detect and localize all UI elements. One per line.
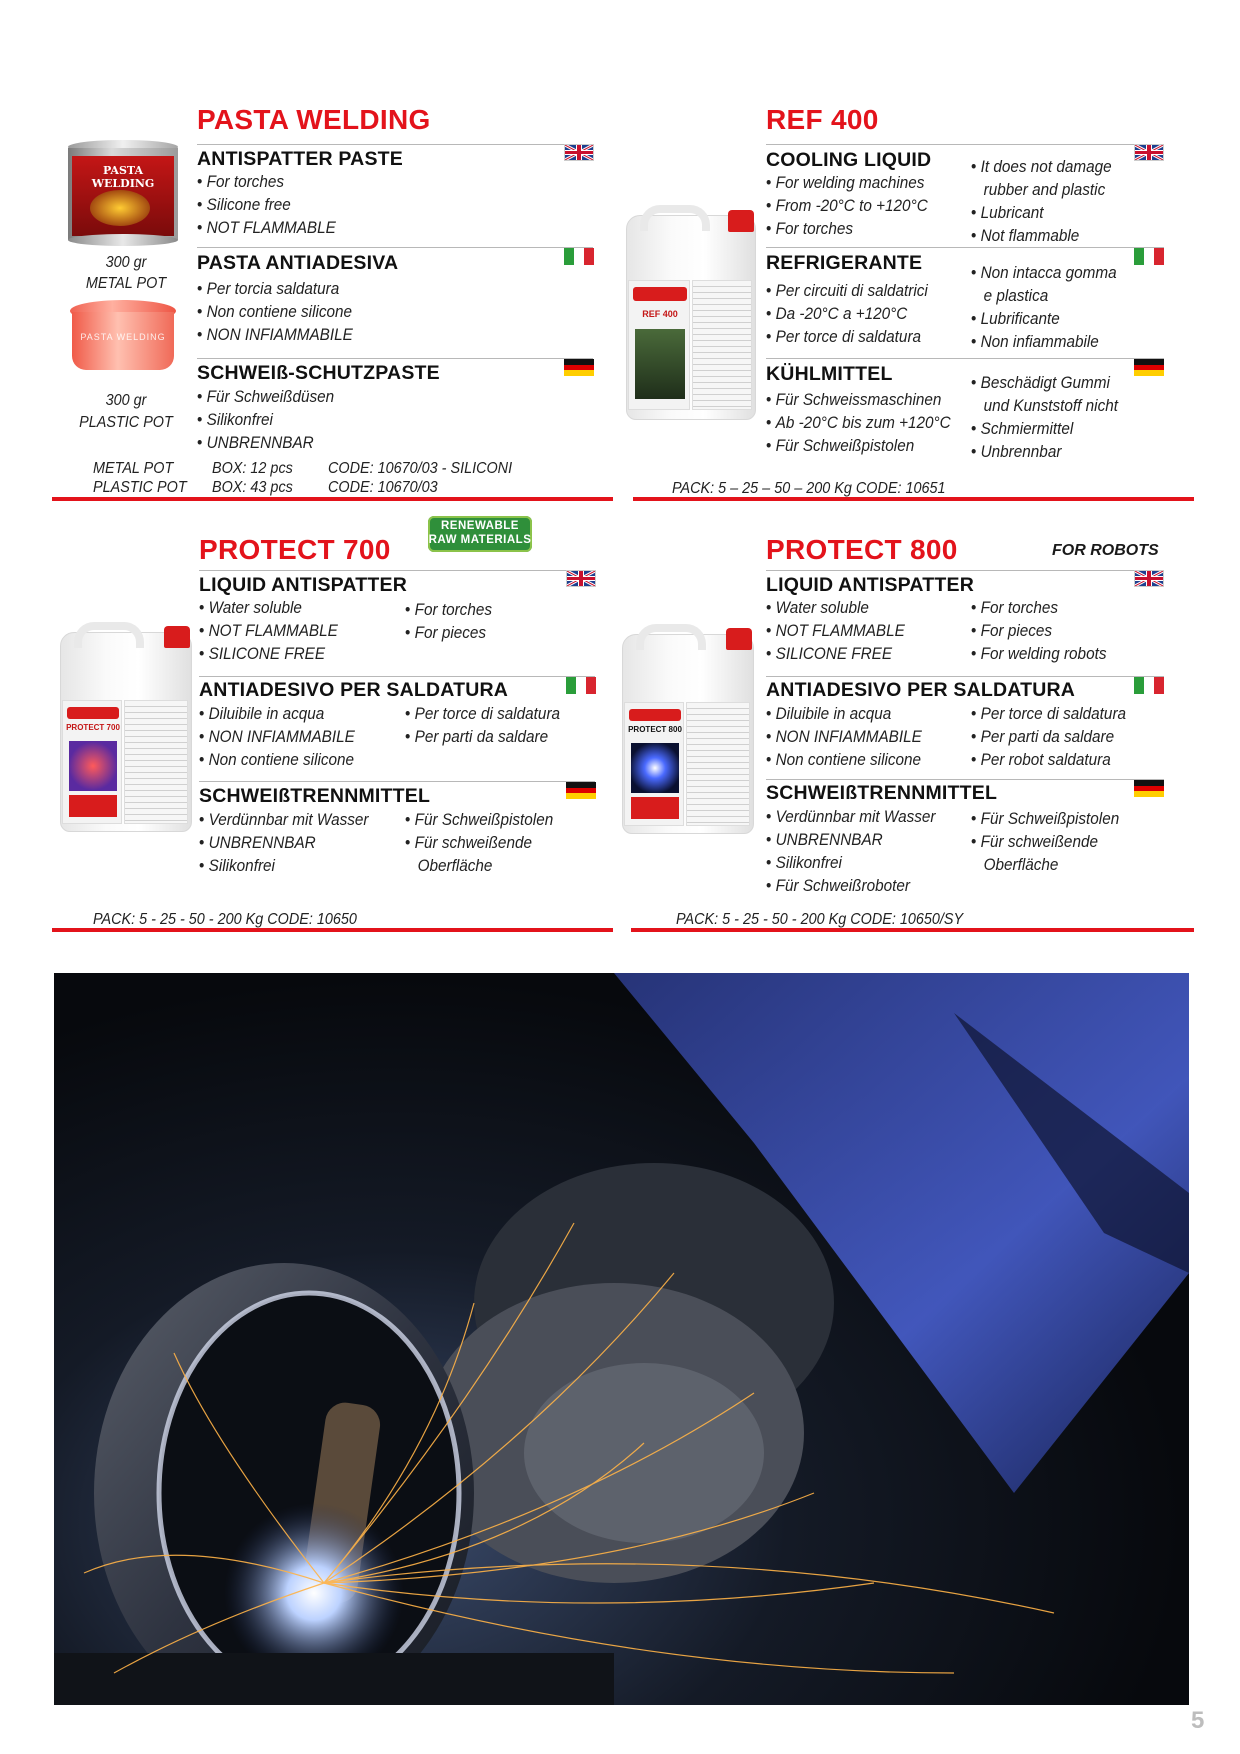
- list-item: • For welding machines: [766, 171, 928, 194]
- germany-flag-icon: [1134, 359, 1164, 376]
- metal-pot-caption: METAL POT: [85, 275, 167, 292]
- list-item: • Verdünnbar mit Wasser: [766, 805, 935, 828]
- ref400-pack-info: PACK: 5 – 25 – 50 – 200 Kg CODE: 10651: [672, 480, 946, 497]
- pasta-it-heading: PASTA ANTIADESIVA: [197, 252, 399, 274]
- pasta-de-list: [197, 385, 349, 454]
- protect800-de-right-list: [971, 807, 1136, 876]
- pasta-it-list: [197, 277, 370, 346]
- protect700-de-heading: SCHWEIßTRENNMITTEL: [199, 785, 431, 807]
- list-item: • Da -20°C a +120°C: [766, 302, 928, 325]
- list-item: • For torches: [405, 598, 492, 621]
- list-item: • Für Schweißpistolen: [971, 807, 1119, 830]
- protect700-en-right-list: [405, 598, 502, 644]
- protect800-it-heading: ANTIADESIVO PER SALDATURA: [766, 679, 1076, 701]
- list-item: • Diluibile in acqua: [766, 702, 922, 725]
- germany-flag-icon: [564, 359, 594, 376]
- germany-flag-icon: [1134, 780, 1164, 797]
- italy-flag-icon: [1134, 677, 1164, 694]
- ref400-de-heading: KÜHLMITTEL: [766, 363, 893, 385]
- list-item: rubber and plastic: [983, 180, 1106, 199]
- list-item: • Für Schweißpistolen: [766, 434, 951, 457]
- list-item: • NON INFIAMMABILE: [197, 323, 353, 346]
- protect800-pack-info: PACK: 5 - 25 - 50 - 200 Kg CODE: 10650/SY: [676, 911, 964, 928]
- list-item: • Per parti da saldare: [405, 725, 560, 748]
- renewable-badge: [428, 516, 532, 552]
- ref400-jug-label: REF 400: [642, 309, 678, 319]
- italy-flag-icon: [1134, 248, 1164, 265]
- list-item: und Kunststoff nicht: [983, 396, 1118, 415]
- list-item: • Per robot saldatura: [971, 748, 1126, 771]
- list-item: • Non contiene silicone: [197, 300, 353, 323]
- protect800-it-left-list: [766, 702, 939, 771]
- protect700-it-left-list: [199, 702, 372, 771]
- list-item: e plastica: [983, 286, 1049, 305]
- ref400-it-right-list: [971, 261, 1133, 353]
- uk-flag-icon: [566, 570, 596, 587]
- list-item: • For torches: [971, 596, 1106, 619]
- pasta-row-box: BOX: 43 pcs: [212, 479, 293, 496]
- list-item: • Für Schweißroboter: [766, 874, 935, 897]
- list-item: Oberfläche: [417, 856, 493, 875]
- tub-label-text: PASTA WELDING: [80, 332, 166, 342]
- section-divider: [633, 497, 1194, 501]
- list-item: • Für schweißende: [405, 831, 553, 854]
- list-item: • NON INFIAMMABILE: [199, 725, 355, 748]
- ref400-en-list: [766, 171, 946, 240]
- pasta-de-heading: SCHWEIß-SCHUTZPASTE: [197, 362, 440, 384]
- list-item: • Non intacca gomma: [971, 261, 1117, 284]
- list-item: • Non infiammabile: [971, 330, 1117, 353]
- uk-flag-icon: [1134, 570, 1164, 587]
- list-item: • For welding robots: [971, 642, 1106, 665]
- list-item: • NOT FLAMMABLE: [197, 216, 336, 239]
- plastic-pot-caption: PLASTIC POT: [79, 414, 173, 431]
- list-item: • Für Schweißdüsen: [197, 385, 334, 408]
- list-item: • Für Schweissmaschinen: [766, 388, 951, 411]
- list-item: • Beschädigt Gummi: [971, 371, 1118, 394]
- list-item: • Silikonfrei: [766, 851, 935, 874]
- badge-line: RENEWABLE: [441, 520, 519, 532]
- italy-flag-icon: [564, 248, 594, 265]
- list-item: • SILICONE FREE: [199, 642, 338, 665]
- list-item: • Lubrificante: [971, 307, 1117, 330]
- list-item: • UNBRENNBAR: [199, 831, 368, 854]
- ref400-en-right-list: [971, 155, 1127, 247]
- list-item: • Per torce di saldatura: [405, 702, 560, 725]
- ref400-de-list: [766, 388, 971, 457]
- protect800-de-left-list: [766, 805, 954, 897]
- list-item: • Water soluble: [766, 596, 905, 619]
- list-item: • Not flammable: [971, 224, 1112, 247]
- list-item: • For torches: [766, 217, 928, 240]
- plastic-pot-weight: 300 gr: [105, 392, 147, 409]
- protect700-title: PROTECT 700: [199, 534, 391, 565]
- protect700-en-heading: LIQUID ANTISPATTER: [199, 574, 407, 596]
- protect700-en-left-list: [199, 596, 353, 665]
- pasta-row-type: PLASTIC POT: [93, 479, 187, 496]
- ref400-de-right-list: [971, 371, 1134, 463]
- list-item: • Schmiermittel: [971, 417, 1118, 440]
- list-item: • Per torce di saldatura: [971, 702, 1126, 725]
- for-robots-label: FOR ROBOTS: [1052, 542, 1159, 559]
- list-item: • Silicone free: [197, 193, 336, 216]
- ref400-title: REF 400: [766, 104, 879, 135]
- pasta-row-box: BOX: 12 pcs: [212, 460, 293, 477]
- protect700-jug-label: PROTECT 700: [66, 723, 120, 732]
- protect800-title: PROTECT 800: [766, 534, 958, 565]
- section-divider: [52, 928, 613, 932]
- list-item: • Per circuiti di saldatrici: [766, 279, 928, 302]
- pasta-row-code: CODE: 10670/03: [328, 479, 438, 496]
- metal-pot-weight: 300 gr: [105, 254, 147, 271]
- protect700-de-left-list: [199, 808, 387, 877]
- list-item: • NON INFIAMMABILE: [766, 725, 922, 748]
- section-divider: [52, 497, 613, 501]
- list-item: Oberfläche: [983, 855, 1059, 874]
- list-item: • Per parti da saldare: [971, 725, 1126, 748]
- list-item: • NOT FLAMMABLE: [199, 619, 338, 642]
- pasta-welding-title: PASTA WELDING: [197, 104, 431, 135]
- protect700-pack-info: PACK: 5 - 25 - 50 - 200 Kg CODE: 10650: [93, 911, 357, 928]
- pasta-row-type: METAL POT: [93, 460, 174, 477]
- list-item: • For pieces: [405, 621, 492, 644]
- list-item: • Für Schweißpistolen: [405, 808, 553, 831]
- list-item: • For pieces: [971, 619, 1106, 642]
- list-item: • For torches: [197, 170, 336, 193]
- protect800-en-heading: LIQUID ANTISPATTER: [766, 574, 974, 596]
- list-item: • Lubricant: [971, 201, 1112, 224]
- protect800-de-heading: SCHWEIßTRENNMITTEL: [766, 782, 998, 804]
- list-item: • Verdünnbar mit Wasser: [199, 808, 368, 831]
- can-label-text: PASTA WELDING: [91, 164, 155, 190]
- welding-photo: [54, 973, 1189, 1705]
- list-item: • From -20°C to +120°C: [766, 194, 928, 217]
- list-item: • Silikonfrei: [199, 854, 368, 877]
- uk-flag-icon: [564, 144, 594, 161]
- list-item: • Unbrennbar: [971, 440, 1118, 463]
- list-item: • UNBRENNBAR: [766, 828, 935, 851]
- protect800-it-right-list: [971, 702, 1143, 771]
- section-divider: [631, 928, 1194, 932]
- list-item: • Diluibile in acqua: [199, 702, 355, 725]
- list-item: • Silikonfrei: [197, 408, 334, 431]
- protect700-it-right-list: [405, 702, 577, 748]
- protect700-it-heading: ANTIADESIVO PER SALDATURA: [199, 679, 509, 701]
- protect800-en-left-list: [766, 596, 920, 665]
- list-item: • SILICONE FREE: [766, 642, 905, 665]
- list-item: • NOT FLAMMABLE: [766, 619, 905, 642]
- germany-flag-icon: [566, 782, 596, 799]
- ref400-it-heading: REFRIGERANTE: [766, 252, 923, 274]
- italy-flag-icon: [566, 677, 596, 694]
- list-item: • Per torcia saldatura: [197, 277, 353, 300]
- ref400-en-heading: COOLING LIQUID: [766, 149, 932, 171]
- page-number: 5: [1191, 1707, 1205, 1734]
- protect700-de-right-list: [405, 808, 570, 877]
- list-item: • Non contiene silicone: [199, 748, 355, 771]
- list-item: • It does not damage: [971, 155, 1112, 178]
- metal-pot-image: [68, 140, 178, 246]
- list-item: • Für schweißende: [971, 830, 1119, 853]
- protect800-jug-label: PROTECT 800: [628, 725, 682, 734]
- list-item: • Per torce di saldatura: [766, 325, 928, 348]
- uk-flag-icon: [1134, 144, 1164, 161]
- list-item: • Water soluble: [199, 596, 338, 619]
- pasta-row-code: CODE: 10670/03 - SILICONI: [328, 460, 513, 477]
- list-item: • Ab -20°C bis zum +120°C: [766, 411, 951, 434]
- ref400-it-list: [766, 279, 946, 348]
- list-item: • Non contiene silicone: [766, 748, 922, 771]
- pasta-en-list: [197, 170, 351, 239]
- plastic-pot-image: [70, 300, 176, 380]
- badge-line: RAW MATERIALS: [428, 534, 532, 546]
- protect800-en-right-list: [971, 596, 1122, 665]
- list-item: • UNBRENNBAR: [197, 431, 334, 454]
- pasta-en-heading: ANTISPATTER PASTE: [197, 148, 403, 170]
